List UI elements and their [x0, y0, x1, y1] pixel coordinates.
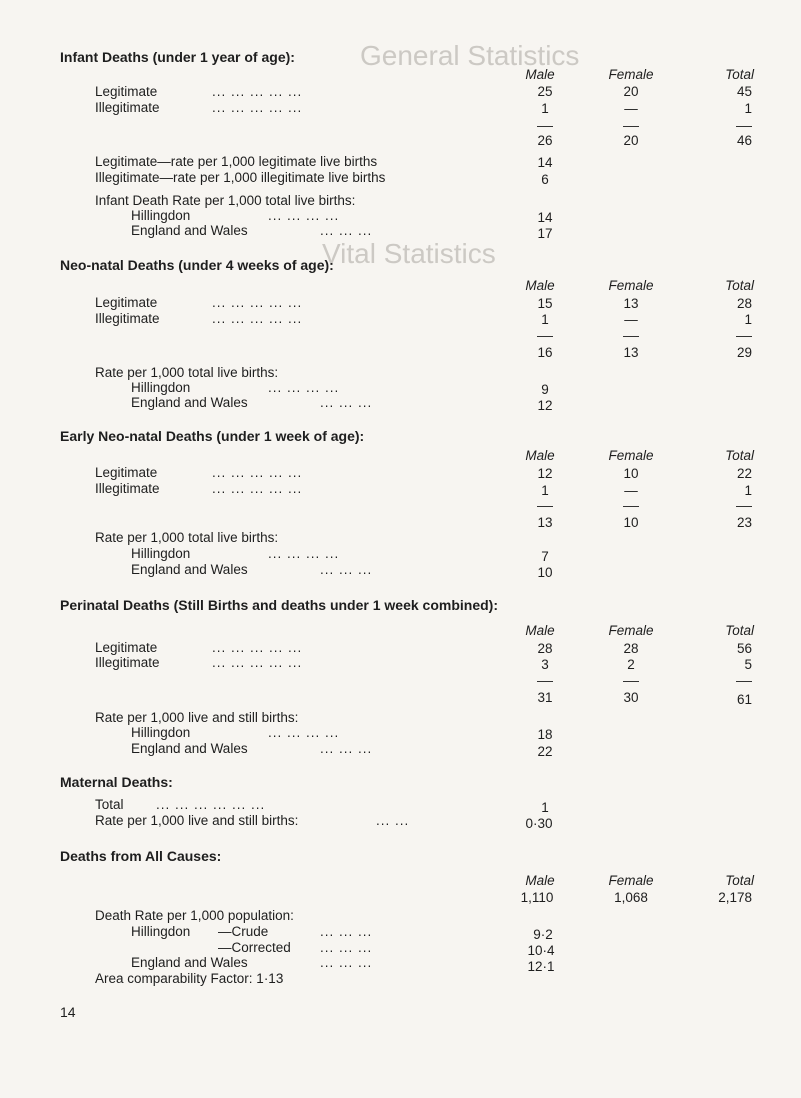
peri-legit-male: 28 — [537, 641, 553, 656]
sum-rule — [623, 681, 639, 682]
dot-leader: ... ... ... ... ... — [212, 84, 303, 99]
infant-legit-total: 45 — [736, 84, 752, 99]
bleed-title-general: General Statistics — [360, 40, 580, 71]
neo-legit-male: 15 — [537, 296, 553, 311]
infant-ew-label: England and Wales — [131, 223, 248, 238]
maternal-rate-label: Rate per 1,000 live and still births: — [95, 813, 299, 828]
neo-total-female: 13 — [623, 345, 639, 360]
sum-rule — [736, 336, 752, 337]
neo-ew-label: England and Wales — [131, 395, 248, 410]
sum-rule — [537, 126, 553, 127]
early-ew-value: 10 — [537, 565, 553, 580]
all-female-header: Female — [608, 873, 654, 888]
infant-idr-label: Infant Death Rate per 1,000 total live births: — [95, 193, 356, 208]
peri-legit-total: 56 — [736, 641, 752, 656]
dot-leader: ... ... ... — [320, 395, 373, 410]
early-hillingdon-label: Hillingdon — [131, 546, 191, 561]
sum-rule — [623, 336, 639, 337]
neo-female-header: Female — [608, 278, 654, 293]
dot-leader: ... ... ... — [320, 741, 373, 756]
neo-illegit-female: — — [624, 312, 638, 327]
all-total-header: Total — [725, 873, 754, 888]
peri-legit-label: Legitimate — [95, 640, 158, 655]
all-male-header: Male — [525, 873, 555, 888]
peri-total-female: 30 — [623, 690, 639, 705]
peri-hillingdon-label: Hillingdon — [131, 725, 191, 740]
maternal-deaths-heading: Maternal Deaths: — [60, 774, 173, 790]
neo-total-total: 29 — [736, 345, 752, 360]
dot-leader: ... ... ... ... ... — [212, 311, 303, 326]
peri-male-header: Male — [525, 623, 555, 638]
dot-leader: ... ... ... — [320, 223, 373, 238]
infant-illegit-total: 1 — [744, 101, 752, 116]
infant-rate-legit-value: 14 — [537, 155, 553, 170]
early-hillingdon-value: 7 — [541, 549, 549, 564]
sum-rule — [736, 126, 752, 127]
sum-rule — [736, 681, 752, 682]
sum-rule — [537, 336, 553, 337]
early-illegit-male: 1 — [541, 483, 549, 498]
infant-total-male: 26 — [537, 133, 553, 148]
infant-deaths-heading: Infant Deaths (under 1 year of age): — [60, 49, 295, 65]
infant-total-female: 20 — [623, 133, 639, 148]
peri-ew-label: England and Wales — [131, 741, 248, 756]
all-corrected-label: —Corrected — [218, 940, 291, 955]
infant-rate-illegit-label: Illegitimate—rate per 1,000 illegitimate live births — [95, 170, 386, 185]
dot-leader: ... ... ... ... — [268, 208, 340, 223]
early-illegit-total: 1 — [744, 483, 752, 498]
sum-rule — [537, 681, 553, 682]
neo-hillingdon-value: 9 — [541, 382, 549, 397]
page-number: 14 — [60, 1004, 76, 1020]
infant-illegit-male: 1 — [541, 101, 549, 116]
early-deaths-heading: Early Neo-natal Deaths (under 1 week of age): — [60, 428, 365, 444]
peri-legit-female: 28 — [623, 641, 639, 656]
neo-legit-label: Legitimate — [95, 295, 158, 310]
early-rate-label: Rate per 1,000 total live births: — [95, 530, 279, 545]
dot-leader: ... ... ... ... — [268, 725, 340, 740]
peri-rate-label: Rate per 1,000 live and still births: — [95, 710, 299, 725]
early-legit-male: 12 — [537, 466, 553, 481]
early-total-male: 13 — [537, 515, 553, 530]
peri-total-total: 61 — [736, 692, 752, 707]
dot-leader: ... ... ... ... ... — [212, 640, 303, 655]
infant-ew-value: 17 — [537, 226, 553, 241]
infant-illegit-label: Illegitimate — [95, 100, 160, 115]
neo-illegit-label: Illegitimate — [95, 311, 160, 326]
early-illegit-female: — — [624, 483, 638, 498]
infant-rate-illegit-value: 6 — [541, 172, 549, 187]
bleed-title-vital: Vital Statistics — [322, 238, 496, 269]
neo-hillingdon-label: Hillingdon — [131, 380, 191, 395]
dot-leader: ... ... ... ... ... — [212, 465, 303, 480]
all-male-value: 1,110 — [520, 890, 554, 905]
neo-illegit-total: 1 — [744, 312, 752, 327]
early-female-header: Female — [608, 448, 654, 463]
neo-ew-value: 12 — [537, 398, 553, 413]
sum-rule — [623, 126, 639, 127]
early-total-female: 10 — [623, 515, 639, 530]
neo-male-header: Male — [525, 278, 555, 293]
neo-rate-label: Rate per 1,000 total live births: — [95, 365, 279, 380]
peri-hillingdon-value: 18 — [537, 727, 553, 742]
infant-hillingdon-value: 14 — [537, 210, 553, 225]
early-legit-total: 22 — [736, 466, 752, 481]
infant-legit-male: 25 — [537, 84, 553, 99]
infant-legit-label: Legitimate — [95, 84, 158, 99]
early-male-header: Male — [525, 448, 555, 463]
sum-rule — [736, 506, 752, 507]
dot-leader: ... ... ... — [320, 562, 373, 577]
maternal-total-label: Total — [95, 797, 124, 812]
all-ew-label: England and Wales — [131, 955, 248, 970]
early-ew-label: England and Wales — [131, 562, 248, 577]
perinatal-deaths-heading: Perinatal Deaths (Still Births and deaths under 1 week combined): — [60, 597, 498, 613]
dot-leader: ... ... ... — [320, 940, 373, 955]
sum-rule — [537, 506, 553, 507]
dot-leader: ... ... ... ... ... — [212, 481, 303, 496]
infant-female-header: Female — [608, 67, 654, 82]
neo-total-header: Total — [725, 278, 754, 293]
peri-illegit-male: 3 — [541, 657, 549, 672]
early-illegit-label: Illegitimate — [95, 481, 160, 496]
dot-leader: ... ... — [376, 813, 410, 828]
maternal-rate-value: 0·30 — [525, 816, 553, 831]
all-crude-label: —Crude — [218, 924, 269, 939]
dot-leader: ... ... ... ... — [268, 546, 340, 561]
early-legit-female: 10 — [623, 466, 639, 481]
infant-rate-legit-label: Legitimate—rate per 1,000 legitimate live births — [95, 154, 378, 169]
maternal-total-value: 1 — [541, 800, 549, 815]
dot-leader: ... ... ... — [320, 924, 373, 939]
peri-total-male: 31 — [537, 690, 553, 705]
all-crude-value: 9·2 — [533, 927, 553, 942]
all-hillingdon-label: Hillingdon — [131, 924, 191, 939]
peri-illegit-total: 5 — [744, 657, 752, 672]
peri-illegit-female: 2 — [627, 657, 635, 672]
neo-legit-female: 13 — [623, 296, 639, 311]
dot-leader: ... ... ... ... ... — [212, 295, 303, 310]
infant-total-total: 46 — [736, 133, 752, 148]
peri-female-header: Female — [608, 623, 654, 638]
all-acf-label: Area comparability Factor: 1·13 — [95, 971, 284, 986]
all-ew-value: 12·1 — [527, 959, 555, 974]
dot-leader: ... ... ... ... ... — [212, 100, 303, 115]
peri-ew-value: 22 — [537, 744, 553, 759]
all-female-value: 1,068 — [614, 890, 648, 905]
infant-legit-female: 20 — [623, 84, 639, 99]
neo-illegit-male: 1 — [541, 312, 549, 327]
all-deaths-heading: Deaths from All Causes: — [60, 848, 222, 864]
early-total-header: Total — [725, 448, 754, 463]
dot-leader: ... ... ... ... — [268, 380, 340, 395]
infant-male-header: Male — [525, 67, 555, 82]
infant-illegit-female: — — [624, 101, 638, 116]
peri-total-header: Total — [725, 623, 754, 638]
dot-leader: ... ... ... ... ... ... — [156, 797, 266, 812]
neo-legit-total: 28 — [736, 296, 752, 311]
early-legit-label: Legitimate — [95, 465, 158, 480]
infant-hillingdon-label: Hillingdon — [131, 208, 191, 223]
neo-total-male: 16 — [537, 345, 553, 360]
neo-deaths-heading: Neo-natal Deaths (under 4 weeks of age): — [60, 257, 334, 273]
dot-leader: ... ... ... — [320, 955, 373, 970]
early-total-total: 23 — [736, 515, 752, 530]
sum-rule — [623, 506, 639, 507]
all-total-value: 2,178 — [718, 890, 752, 905]
all-corrected-value: 10·4 — [527, 943, 555, 958]
all-dr-label: Death Rate per 1,000 population: — [95, 908, 294, 923]
peri-illegit-label: Illegitimate — [95, 655, 160, 670]
dot-leader: ... ... ... ... ... — [212, 655, 303, 670]
infant-total-header: Total — [725, 67, 754, 82]
